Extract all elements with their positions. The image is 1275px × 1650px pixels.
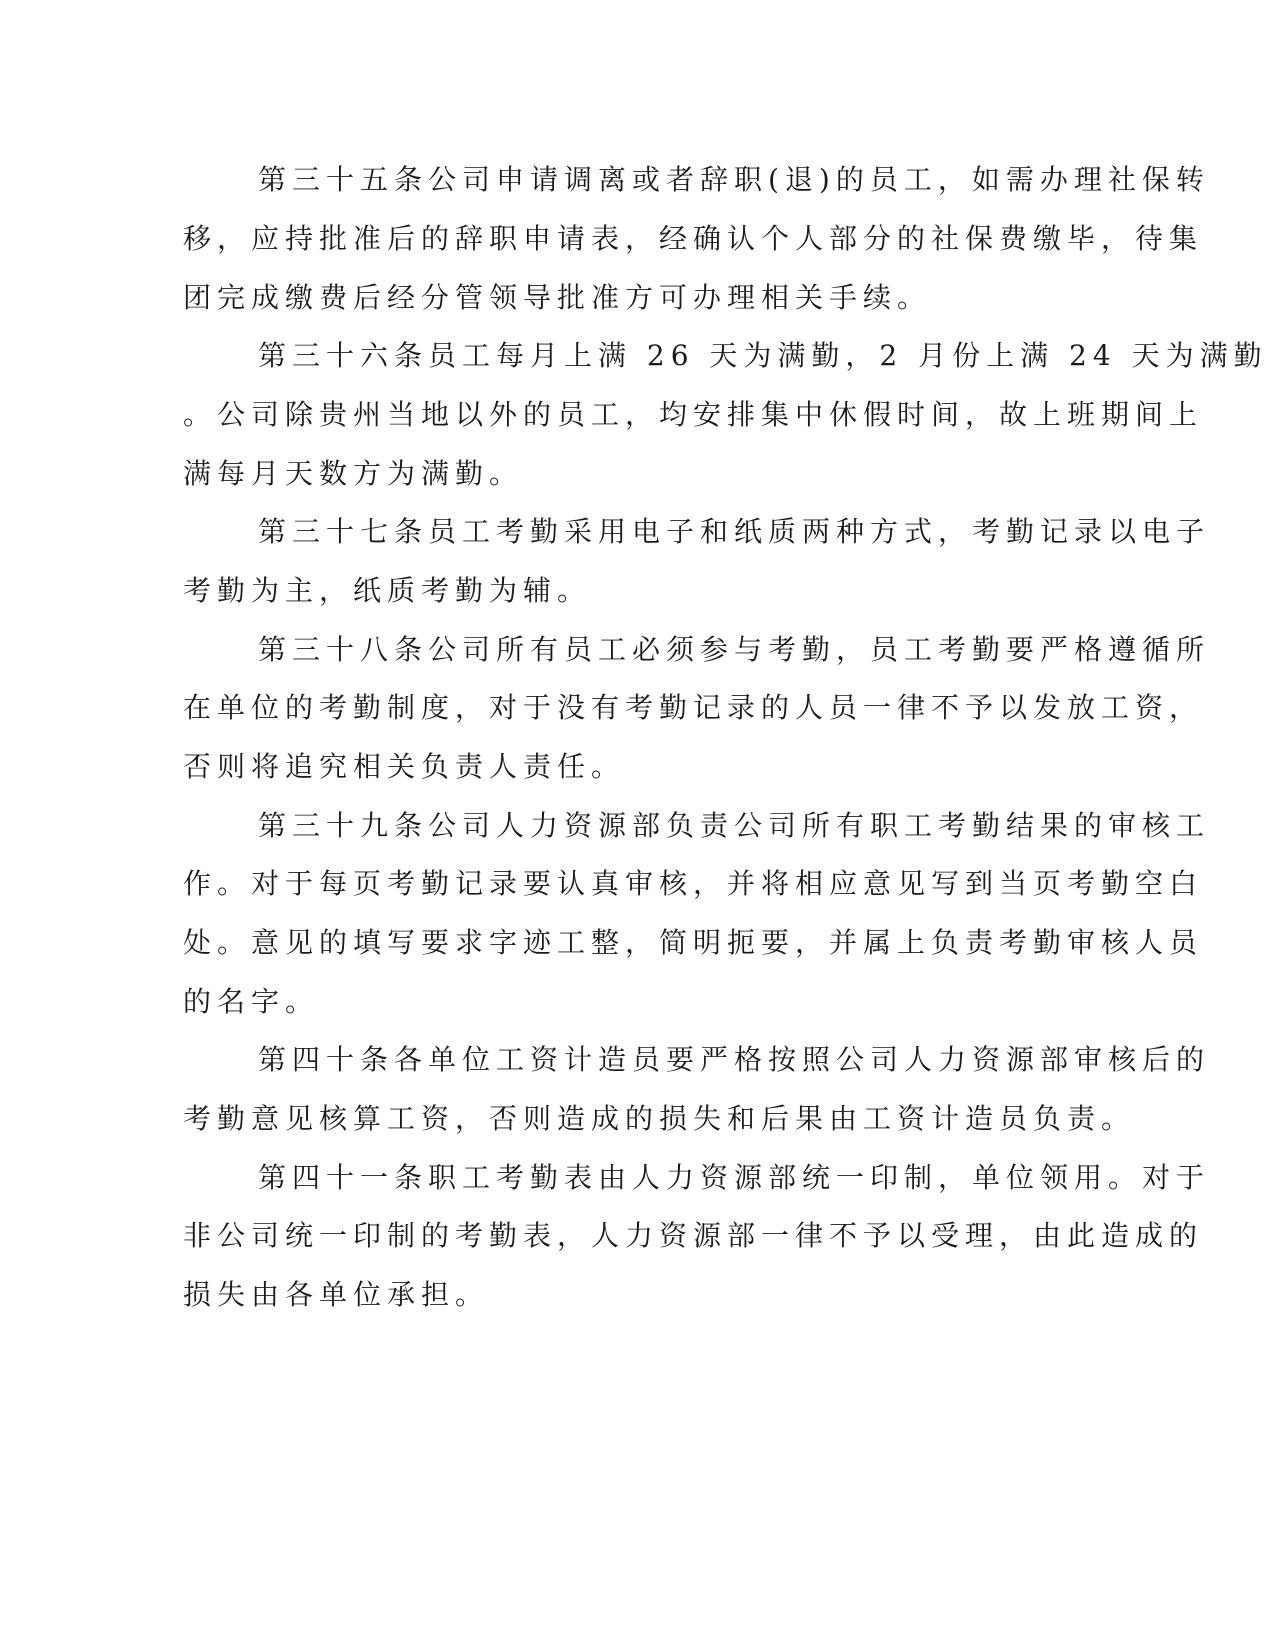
text-line: 处。意见的填写要求字迹工整，简明扼要，并属上负责考勤审核人员 [183,926,1204,959]
text-line: 在单位的考勤制度，对于没有考勤记录的人员一律不予以发放工资， [183,691,1204,724]
text-line: 损失由各单位承担。 [183,1278,490,1311]
text-line: 作。对于每页考勤记录要认真审核，并将相应意见写到当页考勤空白 [183,867,1204,900]
text-line: 考勤为主，纸质考勤为辅。 [183,574,592,607]
text-line: 。公司除贵州当地以外的员工，均安排集中休假时间，故上班期间上 [183,398,1204,431]
text-line: 移，应持批准后的辞职申请表，经确认个人部分的社保费缴毕，待集 [183,222,1204,255]
text-line: 考勤意见核算工资，否则造成的损失和后果由工资计造员负责。 [183,1102,1136,1135]
text-line: 第三十六条员工每月上满 26 天为满勤，2 月份上满 24 天为满勤 [258,339,1268,372]
text-line: 第四十条各单位工资计造员要严格按照公司人力资源部审核后的 [258,1043,1211,1076]
text-line: 非公司统一印制的考勤表，人力资源部一律不予以受理，由此造成的 [183,1219,1204,1252]
text-line: 第三十五条公司申请调离或者辞职(退)的员工，如需办理社保转 [258,163,1210,196]
text-line: 否则将追究相关负责人责任。 [183,750,626,783]
text-line: 满每月天数方为满勤。 [183,457,524,490]
text-line: 第四十一条职工考勤表由人力资源部统一印制，单位领用。对于 [258,1161,1211,1194]
text-line: 第三十七条员工考勤采用电子和纸质两种方式，考勤记录以电子 [258,515,1211,548]
text-line: 的名字。 [183,985,320,1018]
text-line: 团完成缴费后经分管领导批准方可办理相关手续。 [183,281,932,314]
text-line: 第三十八条公司所有员工必须参与考勤，员工考勤要严格遵循所 [258,633,1211,666]
text-line: 第三十九条公司人力资源部负责公司所有职工考勤结果的审核工 [258,809,1211,842]
